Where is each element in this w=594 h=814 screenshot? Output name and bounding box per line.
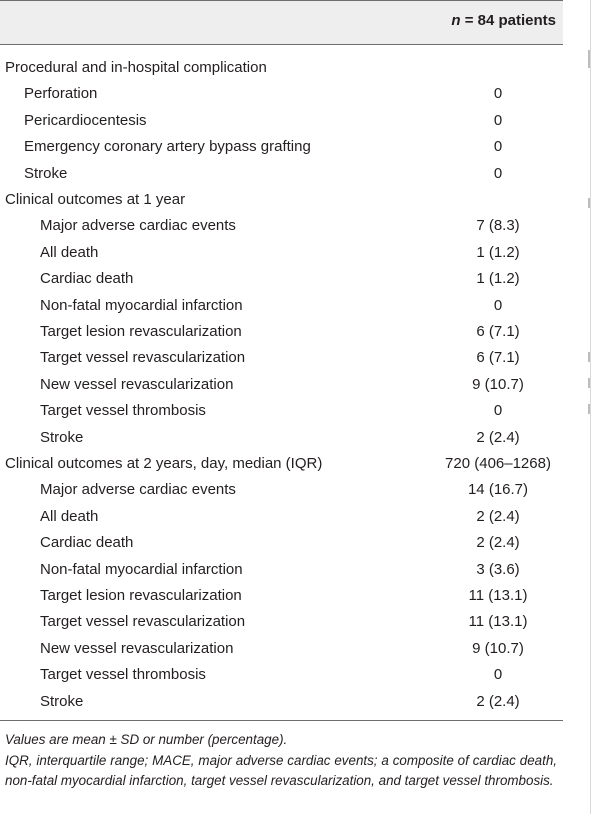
- row-value: 9 (10.7): [472, 375, 524, 393]
- footnote-abbreviations: IQR, interquartile range; MACE, major adverse cardiac events; a composite of cardiac death, non-fatal myocardial infarction, target vessel revascularization, and target vessel thrombosis.: [5, 753, 557, 788]
- table-row: [0, 293, 563, 319]
- row-value: 1 (1.2): [476, 270, 520, 288]
- table-row: [0, 583, 563, 609]
- section-label: Clinical outcomes at 2 years, day, median (IQR): [5, 455, 323, 472]
- table-row: [0, 451, 563, 477]
- table-row: [0, 345, 563, 371]
- n-count: = 84 patients: [460, 12, 556, 29]
- table-row: [0, 319, 563, 345]
- row-label: New vessel revascularization: [40, 375, 234, 393]
- table-row: [0, 266, 563, 292]
- table-row: [0, 134, 563, 160]
- row-value: 2 (2.4): [476, 428, 520, 446]
- table-row: [0, 55, 563, 81]
- bottom-rule: [0, 720, 563, 721]
- row-value: 0: [493, 666, 503, 684]
- table-row: [0, 108, 563, 134]
- table-row: [0, 689, 563, 715]
- row-value: 0: [493, 111, 503, 129]
- row-value: 9 (10.7): [472, 639, 524, 657]
- row-value: 11 (13.1): [468, 587, 528, 604]
- table-row: [0, 240, 563, 266]
- table-row: [0, 504, 563, 530]
- row-label: Target vessel thrombosis: [40, 666, 206, 684]
- footnote-values: Values are mean ± SD or number (percentage).: [5, 732, 288, 747]
- column-header: [451, 12, 556, 29]
- row-value: 2 (2.4): [476, 692, 520, 710]
- top-rule: [0, 0, 563, 1]
- adjacent-text-fragment: [588, 198, 590, 208]
- row-value: 2 (2.4): [476, 534, 520, 552]
- row-label: Major adverse cardiac events: [40, 217, 236, 235]
- row-label: Emergency coronary artery bypass grafting: [24, 138, 311, 156]
- table-row: [0, 81, 563, 107]
- adjacent-text-fragment: [588, 378, 590, 388]
- row-label: Cardiac death: [40, 534, 134, 552]
- row-value: 0: [493, 85, 503, 103]
- table-row: [0, 636, 563, 662]
- row-label: Target vessel revascularization: [40, 349, 246, 367]
- row-label: Pericardiocentesis: [24, 111, 147, 129]
- row-label: Target vessel revascularization: [40, 613, 246, 631]
- row-value: 6 (7.1): [476, 349, 520, 367]
- table-row: [0, 557, 563, 583]
- row-value: 2 (2.4): [476, 507, 520, 525]
- row-label: Non-fatal myocardial infarction: [40, 296, 243, 314]
- row-value: 0: [493, 138, 503, 156]
- row-label: Stroke: [40, 428, 84, 446]
- row-label: Stroke: [24, 164, 68, 182]
- row-value: 0: [493, 296, 503, 314]
- adjacent-text-fragment: [588, 352, 590, 362]
- row-value: 0: [493, 402, 503, 420]
- row-label: Major adverse cardiac events: [40, 481, 236, 499]
- row-label: Target lesion revascularization: [40, 587, 242, 604]
- adjacent-text-fragment: [588, 404, 590, 414]
- table-row: [0, 187, 563, 213]
- table-row: [0, 530, 563, 556]
- section-label: Clinical outcomes at 1 year: [5, 191, 186, 208]
- row-label: Non-fatal myocardial infarction: [40, 560, 243, 578]
- table-row: [0, 161, 563, 187]
- row-value: 1 (1.2): [476, 243, 520, 261]
- row-label: All death: [40, 243, 99, 261]
- row-label: Cardiac death: [40, 270, 134, 288]
- row-value: 6 (7.1): [476, 323, 520, 340]
- row-value: 3 (3.6): [476, 560, 520, 578]
- adjacent-column-edge: [590, 0, 591, 814]
- row-value: 720 (406–1268): [445, 455, 551, 472]
- adjacent-text-fragment: [588, 50, 590, 68]
- row-label: Target vessel thrombosis: [40, 402, 206, 420]
- row-value: 7 (8.3): [476, 217, 520, 235]
- header-rule: [0, 44, 563, 45]
- row-label: New vessel revascularization: [40, 639, 234, 657]
- row-label: Perforation: [24, 85, 98, 103]
- row-label: Stroke: [40, 692, 84, 710]
- table-row: [0, 662, 563, 688]
- table-row: [0, 213, 563, 239]
- row-value: 14 (16.7): [467, 481, 529, 499]
- table-row: [0, 477, 563, 503]
- row-value: 0: [493, 164, 503, 182]
- table-row: [0, 425, 563, 451]
- row-value: 11 (13.1): [468, 613, 528, 631]
- table-row: [0, 372, 563, 398]
- section-label: Procedural and in-hospital complication: [5, 59, 267, 76]
- row-label: All death: [40, 507, 99, 525]
- table-row: [0, 398, 563, 424]
- n-symbol: n: [451, 12, 461, 29]
- row-label: Target lesion revascularization: [40, 323, 242, 340]
- table-row: [0, 609, 563, 635]
